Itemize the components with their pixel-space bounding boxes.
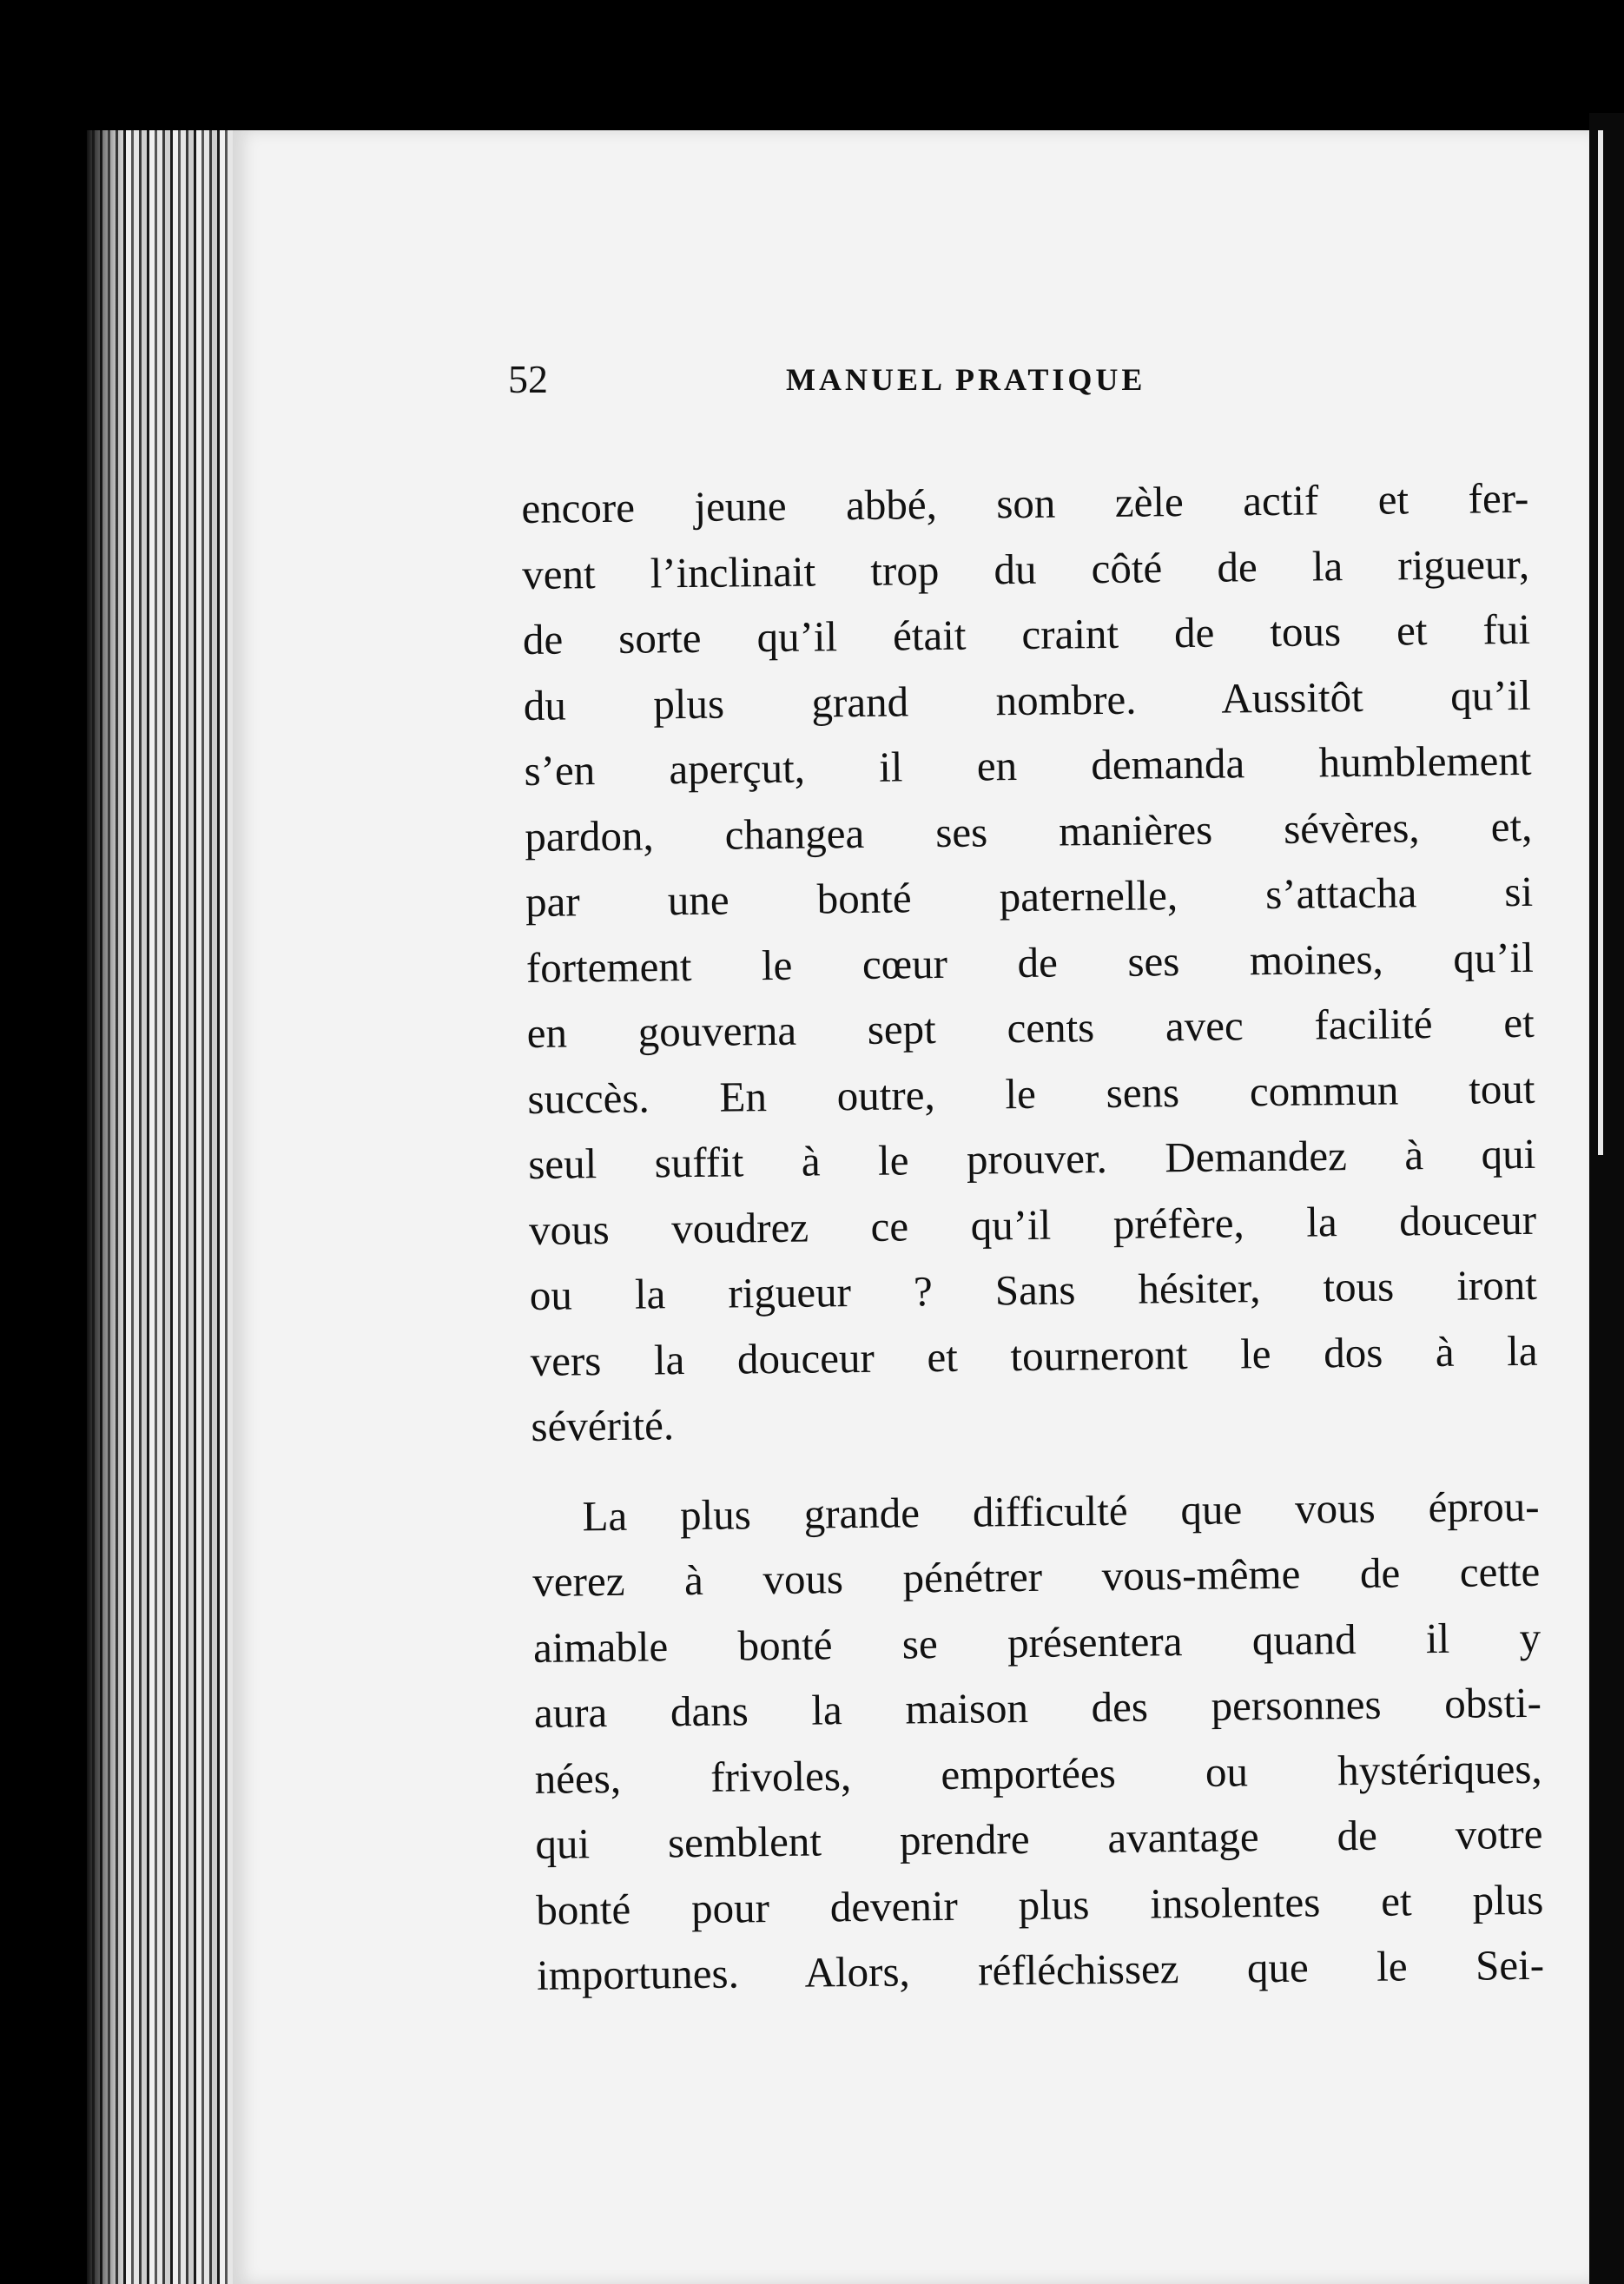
- text-line: vous voudrez ce qu’il préfère, la douceur: [528, 1195, 1537, 1254]
- page-edges-shadow: [87, 130, 122, 2284]
- page-right-margin: [1589, 113, 1624, 2284]
- text-line: pardon, changea ses manières sévères, et,: [525, 802, 1533, 861]
- text-line: du plus grand nombre. Aussitôt qu’il: [523, 670, 1531, 729]
- text-line: vers la douceur et tourneront le dos à la: [530, 1326, 1538, 1385]
- body-text: [521, 465, 1544, 2009]
- page-header: [508, 356, 1290, 417]
- text-line: sévérité.: [531, 1401, 675, 1450]
- text-line: La plus grande difficulté que vous éprou-: [582, 1482, 1540, 1540]
- text-line: seul suffit à le prouver. Demandez à qui: [528, 1129, 1536, 1188]
- text-line: en gouverna sept cents avec facilité et: [526, 998, 1535, 1057]
- text-line: par une bonté paternelle, s’attacha si: [525, 867, 1534, 926]
- paragraph-2: [531, 1473, 1544, 2008]
- page-number: 52: [508, 357, 548, 401]
- text-line: ou la rigueur ? Sans hésiter, tous iront: [529, 1260, 1538, 1319]
- text-line: verez à vous pénétrer vous-même de cette: [532, 1547, 1541, 1606]
- text-line: nées, frivoles, emportées ou hystériques,: [534, 1744, 1542, 1803]
- text-line: bonté pour devenir plus insolentes et plus: [536, 1875, 1544, 1934]
- text-line: vent l’inclinait trop du côté de la rigueur,: [521, 539, 1530, 598]
- text-line: de sorte qu’il était craint de tous et fui: [522, 604, 1531, 663]
- facing-page-edge: [1598, 130, 1603, 1155]
- paragraph-1: [521, 465, 1539, 1460]
- text-line: fortement le cœur de ses moines, qu’il: [525, 933, 1535, 992]
- text-line: aura dans la maison des personnes obsti-: [533, 1678, 1542, 1737]
- text-line: qui semblent prendre avantage de votre: [535, 1809, 1543, 1868]
- running-head: MANUEL PRATIQUE: [786, 362, 1146, 397]
- text-line: s’en aperçut, il en demanda humblement: [524, 736, 1532, 795]
- text-line: encore jeune abbé, son zèle actif et fer-: [521, 473, 1529, 532]
- text-line: importunes. Alors, réfléchissez que le Sei-: [536, 1940, 1545, 1999]
- text-line: aimable bonté se présentera quand il y: [532, 1613, 1541, 1672]
- text-line: succès. En outre, le sens commun tout: [527, 1064, 1535, 1123]
